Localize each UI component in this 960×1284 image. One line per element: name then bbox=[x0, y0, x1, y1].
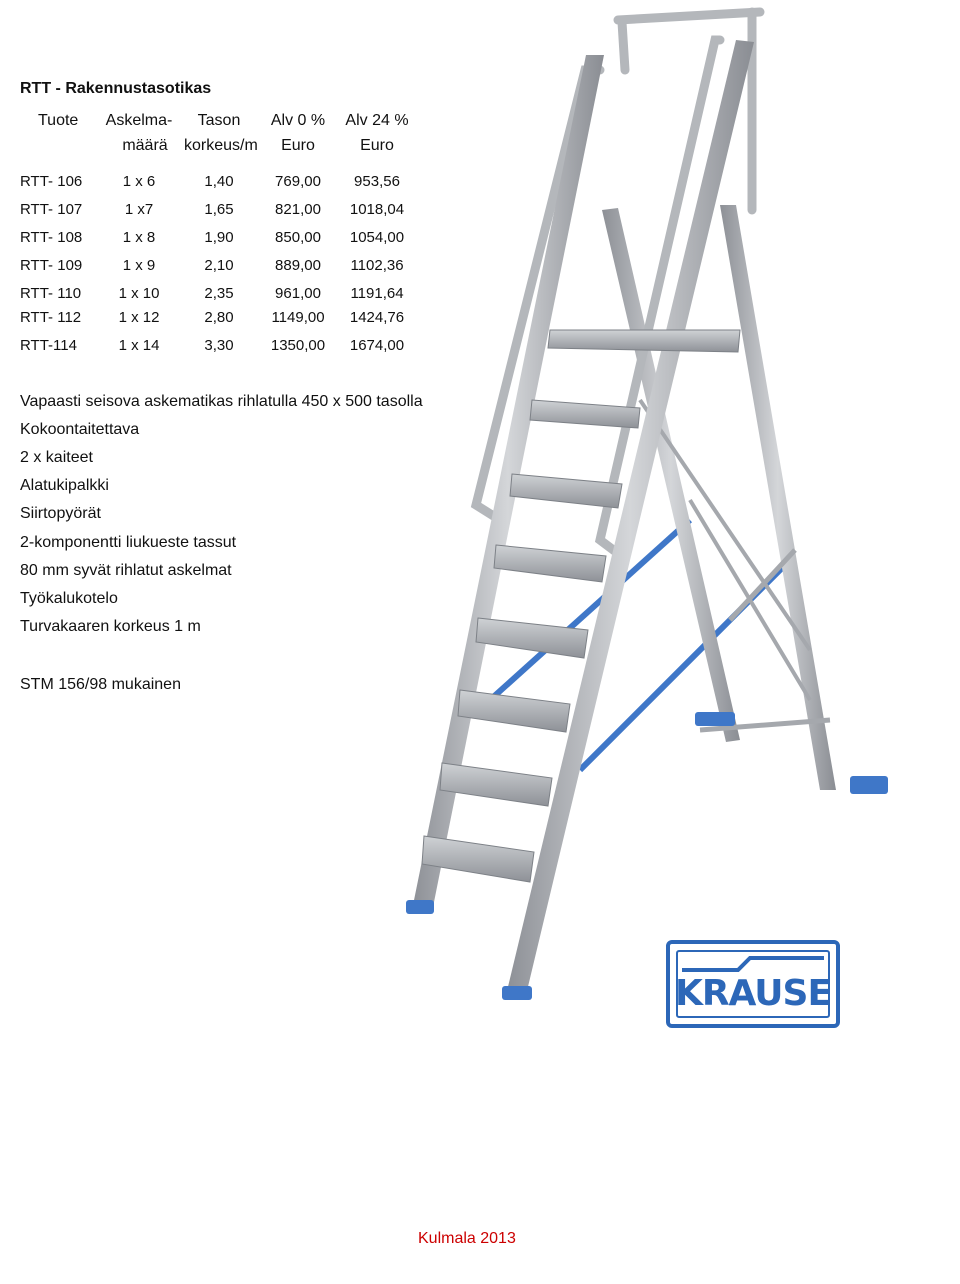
cell-height: 2,80 bbox=[204, 309, 234, 326]
header-alv0-line2: Euro bbox=[281, 137, 315, 154]
cell-alv0: 889,00 bbox=[275, 257, 321, 274]
cell-height: 3,30 bbox=[204, 337, 234, 354]
cell-alv24: 1674,00 bbox=[349, 337, 405, 354]
header-alv0-line1: Alv 0 % bbox=[270, 112, 326, 129]
cell-code: RTT- 108 bbox=[20, 229, 83, 246]
list-item: Alatukipalkki bbox=[20, 477, 109, 494]
list-item: 80 mm syvät rihlatut askelmat bbox=[20, 562, 232, 579]
cell-steps: 1 x 10 bbox=[118, 285, 160, 302]
cell-alv24: 1054,00 bbox=[349, 229, 405, 246]
cell-code: RTT- 106 bbox=[20, 173, 83, 190]
cell-height: 2,35 bbox=[204, 285, 234, 302]
cell-alv24: 1424,76 bbox=[349, 309, 405, 326]
logo-text: KRAUSE bbox=[674, 973, 832, 1014]
cell-alv0: 1350,00 bbox=[270, 337, 326, 354]
header-steps-line1: Askelma- bbox=[105, 112, 173, 129]
cell-alv0: 961,00 bbox=[275, 285, 321, 302]
header-steps-line2: määrä bbox=[122, 137, 168, 154]
list-item: 2 x kaiteet bbox=[20, 449, 93, 466]
ladder-steps bbox=[422, 330, 740, 882]
list-item: Työkalukotelo bbox=[20, 590, 118, 607]
cell-code: RTT-114 bbox=[20, 337, 77, 354]
krause-logo bbox=[666, 940, 840, 1028]
cell-steps: 1 x 6 bbox=[122, 173, 156, 190]
cell-height: 1,65 bbox=[204, 201, 234, 218]
list-item: Siirtopyörät bbox=[20, 505, 101, 522]
header-alv24-line2: Euro bbox=[360, 137, 394, 154]
footer-text: Kulmala 2013 bbox=[418, 1230, 516, 1247]
cell-code: RTT- 107 bbox=[20, 201, 83, 218]
cell-steps: 1 x 12 bbox=[118, 309, 160, 326]
cell-steps: 1 x7 bbox=[124, 201, 154, 218]
standard-note: STM 156/98 mukainen bbox=[20, 676, 181, 693]
page-title: RTT - Rakennustasotikas bbox=[20, 80, 212, 97]
cell-alv24: 1191,64 bbox=[350, 285, 404, 302]
list-item: Vapaasti seisova askematikas rihlatulla 450 x 500 tasolla bbox=[20, 393, 423, 410]
list-item: Kokoontaitettava bbox=[20, 421, 140, 438]
cell-steps: 1 x 14 bbox=[118, 337, 160, 354]
list-item: 2-komponentti liukueste tassut bbox=[20, 534, 237, 551]
cell-height: 2,10 bbox=[204, 257, 234, 274]
header-height-line2: korkeus/m bbox=[184, 137, 258, 154]
cell-code: RTT- 112 bbox=[20, 309, 82, 326]
header-product: Tuote bbox=[38, 112, 79, 129]
ladder-foot bbox=[406, 900, 434, 914]
cell-alv24: 1018,04 bbox=[349, 201, 405, 218]
cell-code: RTT- 110 bbox=[20, 285, 82, 302]
cell-alv0: 821,00 bbox=[275, 201, 321, 218]
ladder-image bbox=[390, 0, 910, 1010]
cell-code: RTT- 109 bbox=[20, 257, 83, 274]
cell-steps: 1 x 9 bbox=[122, 257, 156, 274]
cell-height: 1,90 bbox=[204, 229, 234, 246]
cell-steps: 1 x 8 bbox=[122, 229, 156, 246]
cell-alv24: 953,56 bbox=[354, 173, 400, 190]
header-height-line1: Tason bbox=[197, 112, 241, 129]
cell-alv0: 850,00 bbox=[275, 229, 321, 246]
list-item: Turvakaaren korkeus 1 m bbox=[20, 618, 201, 635]
cell-alv0: 1149,00 bbox=[271, 309, 325, 326]
cell-height: 1,40 bbox=[204, 173, 234, 190]
cell-alv24: 1102,36 bbox=[350, 257, 404, 274]
cell-alv0: 769,00 bbox=[275, 173, 321, 190]
header-alv24-line1: Alv 24 % bbox=[345, 112, 409, 129]
ladder-foot bbox=[502, 986, 532, 1000]
